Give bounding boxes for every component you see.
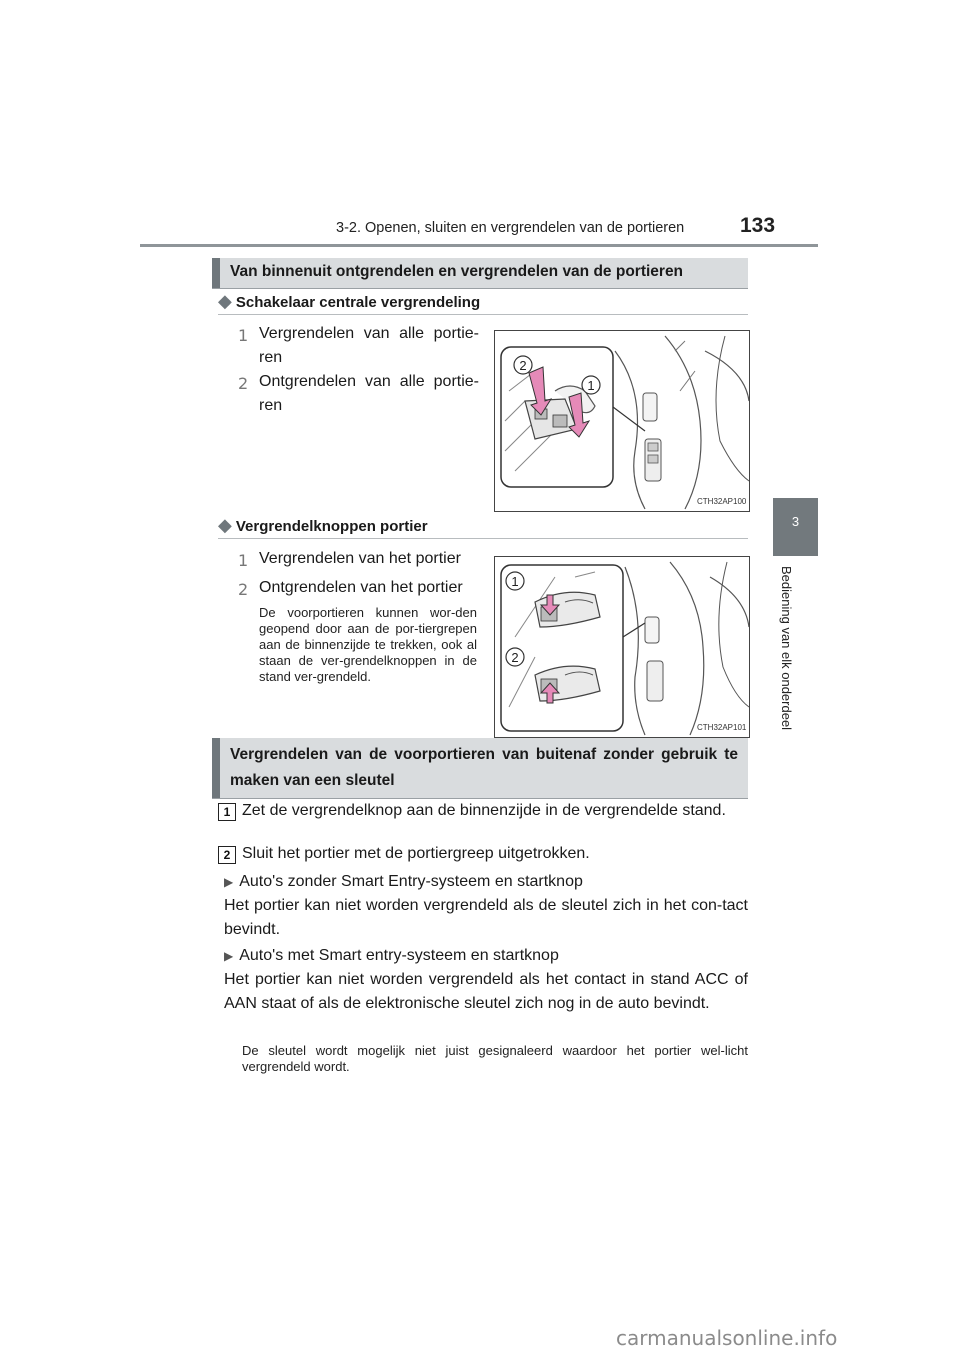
bullet-text: Auto's met Smart entry-systeem en startknop xyxy=(239,947,559,964)
bullet-text: Auto's zonder Smart Entry-systeem en startknop xyxy=(239,873,583,890)
step-text: Zet de vergrendelknop aan de binnenzijde in de vergrendelde stand. xyxy=(242,802,726,819)
subheading-text: Schakelaar centrale vergrendeling xyxy=(235,294,481,311)
list-item xyxy=(259,322,479,370)
section-title: Vergrendelen van de voorportieren van buitenaf zonder gebruik te maken van een sleutel xyxy=(230,746,738,789)
list-item-line: ren xyxy=(259,349,283,366)
note-text: De sleutel wordt mogelijk niet juist gesignaleerd waardoor het portier wel-licht vergrendeld wordt. xyxy=(242,1043,748,1074)
list-item-line: ren xyxy=(259,397,283,414)
chapter-title: Bediening van elk onderdeel xyxy=(779,566,794,731)
section-title-bar xyxy=(212,738,748,798)
figure-central-locking-switch xyxy=(494,330,750,512)
list-item xyxy=(259,370,479,418)
section-title-bar xyxy=(212,258,748,288)
bullet-item xyxy=(224,870,748,894)
figure-code: CTH32AP101 xyxy=(697,723,747,732)
diamond-icon: ◆ xyxy=(218,515,232,535)
figure-code: CTH32AP100 xyxy=(697,497,747,506)
subheading xyxy=(218,515,428,536)
subheading-text: Vergrendelknoppen portier xyxy=(235,518,428,535)
list-item: Ontgrendelen van het portier xyxy=(259,579,463,596)
list-item-line: Vergrendelen van alle portie- xyxy=(259,325,479,342)
item-number: 2 xyxy=(238,374,249,393)
paragraph: Het portier kan niet worden vergrendeld als de sleutel zich in het con-tact bevindt. xyxy=(224,897,748,938)
page-number: 133 xyxy=(740,214,776,237)
section-bar-underline xyxy=(212,288,748,289)
illustration-door-panel xyxy=(495,331,749,511)
list-item: Vergrendelen van het portier xyxy=(259,550,461,567)
subheading-rule xyxy=(218,538,748,539)
paragraph: Het portier kan niet worden vergrendeld als het contact in stand ACC of AAN staat of als de elektronische sleutel zich nog in de auto bevindt. xyxy=(224,971,748,1012)
illustration-door-handle xyxy=(495,557,749,737)
callout-label: 1 xyxy=(511,574,519,589)
callout-label: 1 xyxy=(587,378,595,393)
running-header-title: 3-2. Openen, sluiten en vergrendelen van de portieren xyxy=(336,220,685,236)
step-text: Sluit het portier met de portiergreep uitgetrokken. xyxy=(242,845,590,862)
callout-label: 2 xyxy=(519,358,527,373)
diamond-icon: ◆ xyxy=(218,291,232,311)
item-number: 1 xyxy=(238,326,249,345)
step-number-box: 1 xyxy=(218,803,236,821)
triangle-bullet-icon: ▶ xyxy=(224,949,234,963)
subheading xyxy=(218,291,480,312)
watermark: carmanualsonline.info xyxy=(616,1326,838,1350)
triangle-bullet-icon: ▶ xyxy=(224,875,234,889)
section-title: Van binnenuit ontgrendelen en vergrendelen van de portieren xyxy=(230,263,684,280)
callout-label: 2 xyxy=(511,650,519,665)
chapter-number: 3 xyxy=(791,514,800,529)
item-number: 1 xyxy=(238,551,249,570)
header-rule xyxy=(140,244,818,247)
step-number-box: 2 xyxy=(218,846,236,864)
bullet-item xyxy=(224,944,748,968)
subheading-rule xyxy=(218,314,748,315)
figure-door-lock-knobs xyxy=(494,556,750,738)
list-item-line: Ontgrendelen van alle portie- xyxy=(259,373,479,390)
item-number: 2 xyxy=(238,580,249,599)
note-text: De voorportieren kunnen wor-den geopend door aan de por-tiergrepen aan de binnenzijde te trekken, ook al staan de ver-grendelknoppen in de stand ver-grendeld. xyxy=(259,605,477,684)
